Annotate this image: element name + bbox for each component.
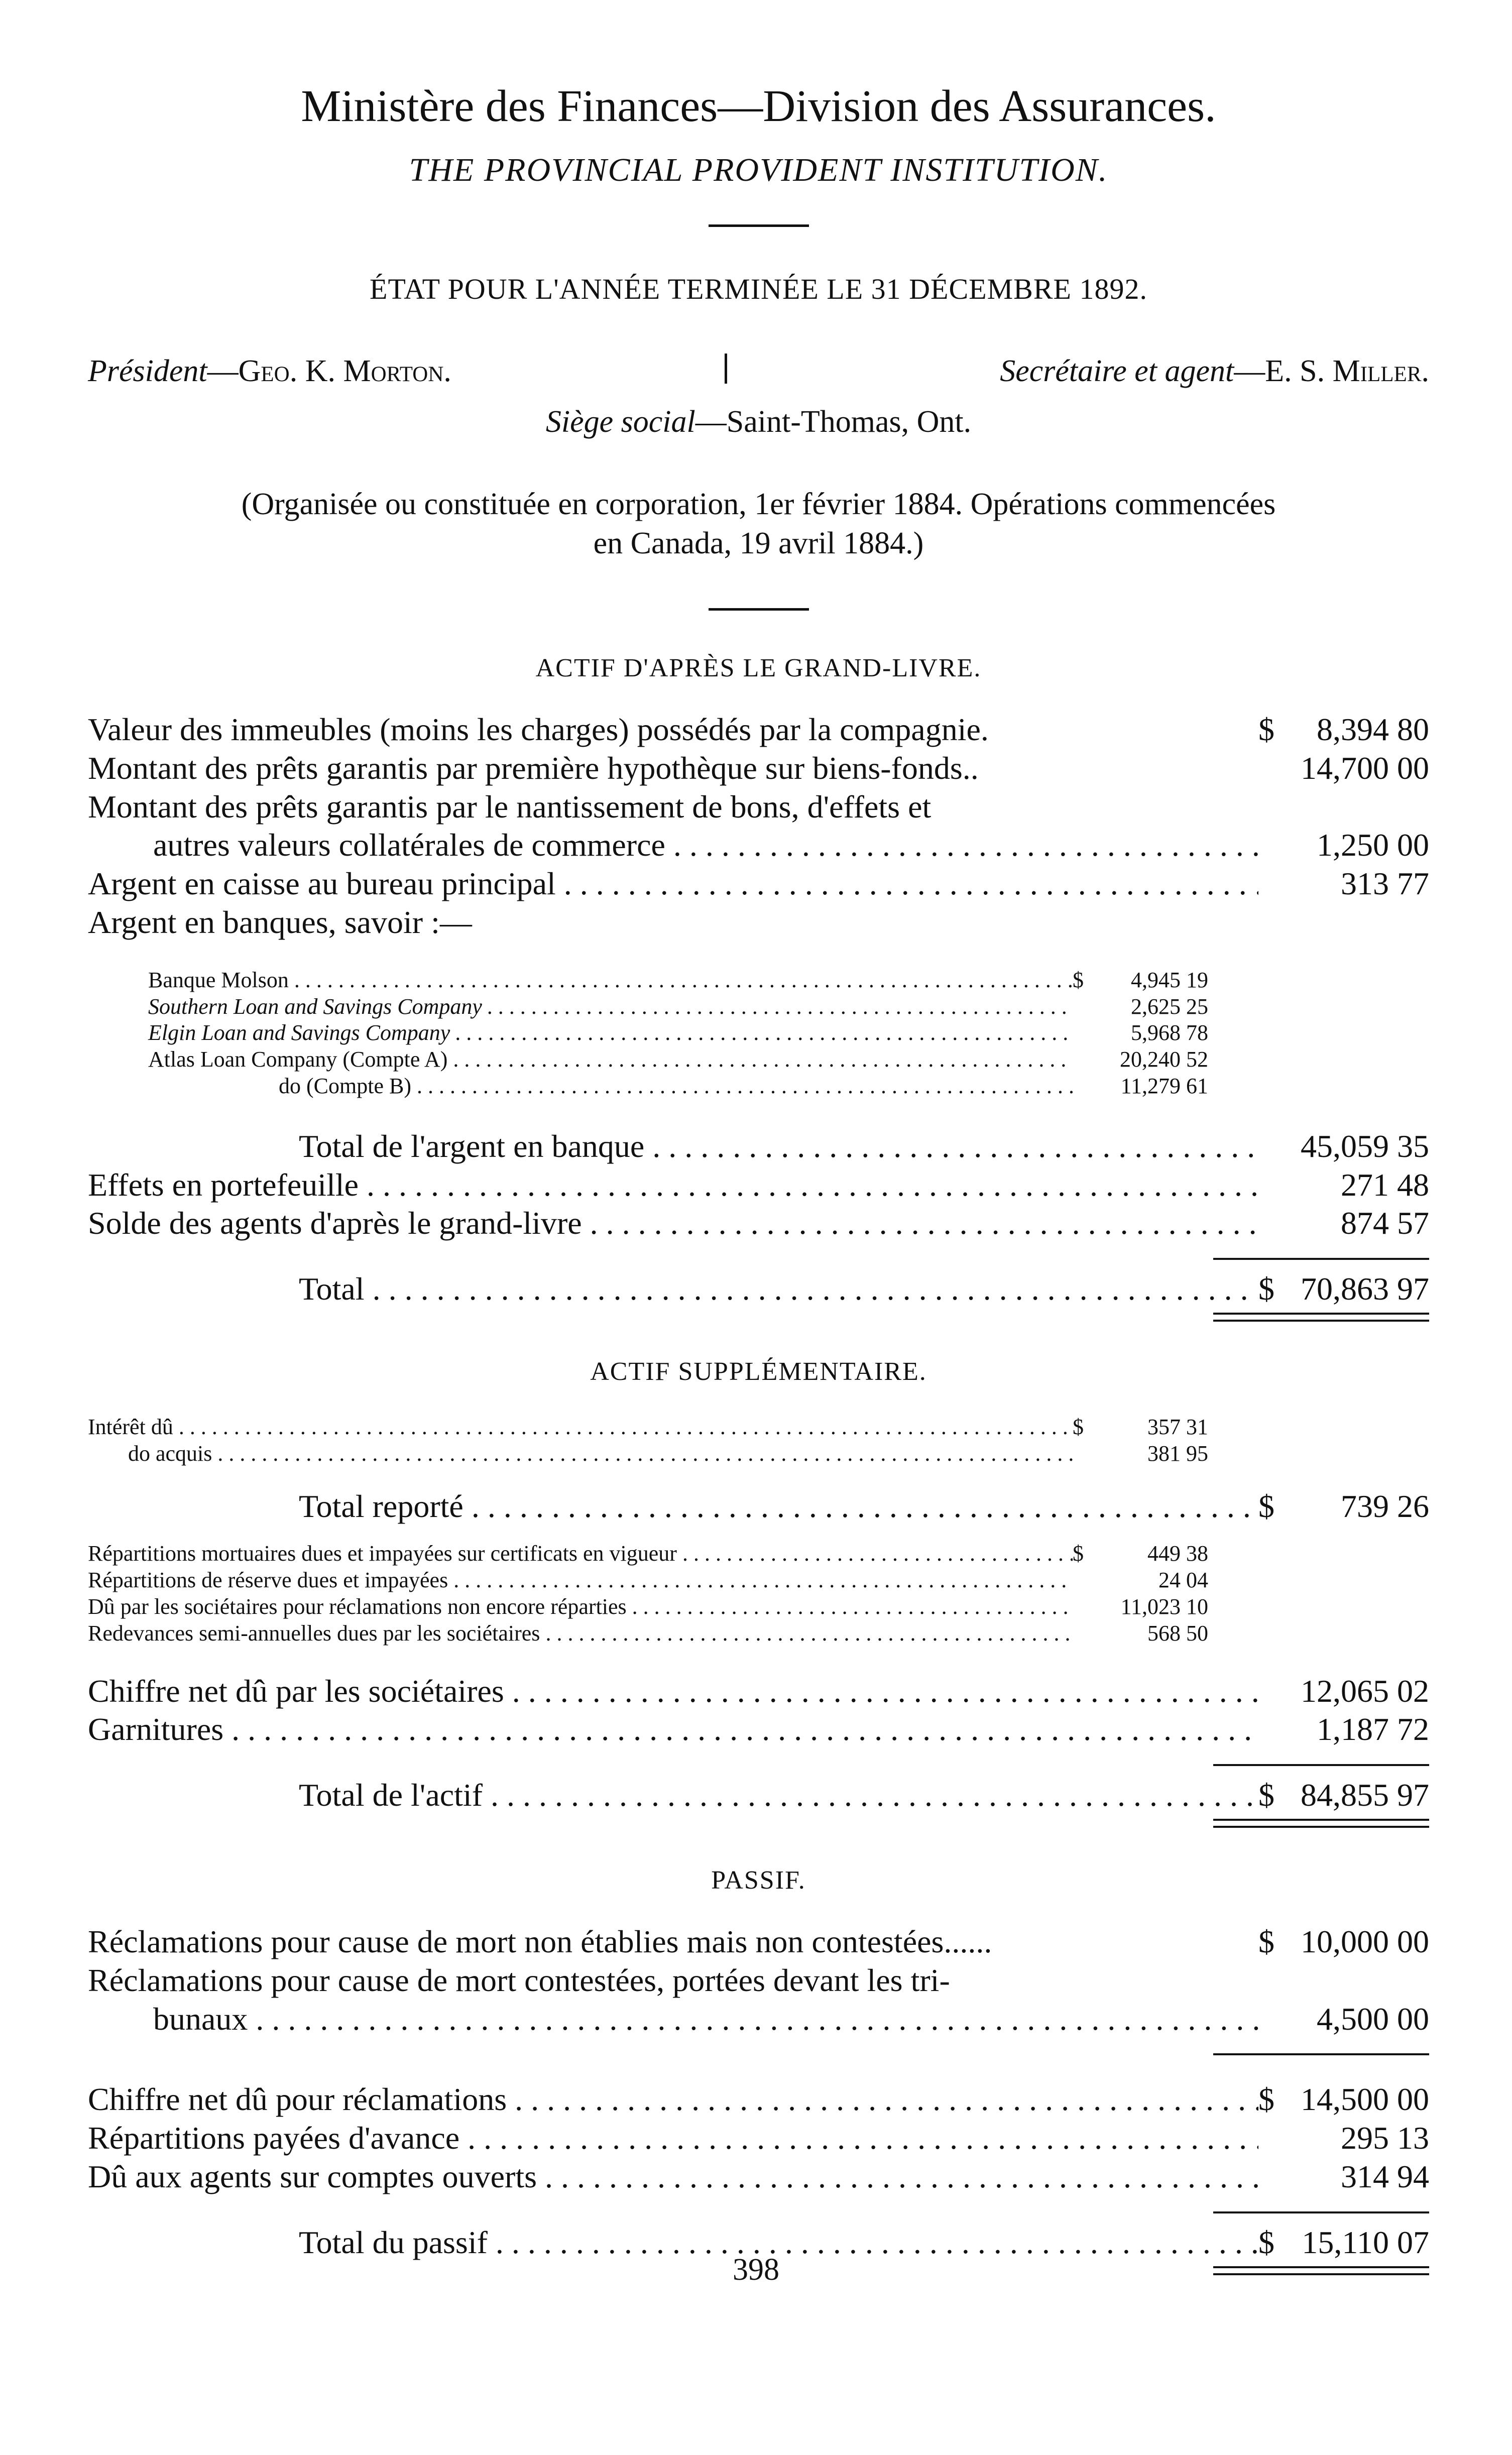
row-amount: 739 26 xyxy=(1341,1488,1429,1524)
supplementaire-totals xyxy=(88,1672,1429,1828)
secretary xyxy=(1000,354,1429,389)
row-label: bunaux . . . xyxy=(88,2000,1258,2039)
row-label: Chiffre net dû pour réclamations . . . xyxy=(88,2080,1258,2119)
actif-block xyxy=(88,711,1429,1322)
row-amount: 14,500 00 xyxy=(1301,2081,1429,2118)
head-office-label: Siège social xyxy=(545,405,695,439)
ledger-row xyxy=(88,2158,1429,2196)
dues-row xyxy=(88,1541,1429,1567)
ledger-row xyxy=(88,1923,1429,1961)
organisation-line-2: en Canada, 19 avril 1884.) xyxy=(593,526,924,560)
row-amount: 14,700 00 xyxy=(1301,750,1429,786)
bank-row xyxy=(88,1073,1429,1100)
ledger-row xyxy=(88,1166,1429,1205)
bank-name: Banque Molson . . . xyxy=(88,967,1073,994)
bank-row xyxy=(88,967,1429,994)
row-label: Solde des agents d'après le grand-livre . . . xyxy=(88,1204,1258,1243)
organisation-line-1: (Organisée ou constituée en corporation, 1er février 1884. Opérations commencées xyxy=(241,487,1276,521)
row-label: Dû aux agents sur comptes ouverts . . . xyxy=(88,2158,1258,2196)
dues-row xyxy=(88,1594,1429,1620)
dues-list xyxy=(88,1541,1429,1647)
passif-block xyxy=(88,1923,1429,2275)
row-label: Réclamations pour cause de mort non établies mais non contestées...... xyxy=(88,1923,992,1959)
interest-row xyxy=(88,1441,1429,1467)
bank-amount: 20,240 52 xyxy=(1120,1047,1208,1072)
bank-amount: 2,625 25 xyxy=(1131,994,1208,1019)
row-amount: 45,059 35 xyxy=(1301,1128,1429,1164)
row-label: Valeur des immeubles (moins les charges) possédés par la compagnie. xyxy=(88,712,989,747)
bank-amount: 4,945 19 xyxy=(1131,967,1208,992)
section-heading-actif: ACTIF D'APRÈS LE GRAND-LIVRE. xyxy=(535,654,982,682)
bank-amount: 5,968 78 xyxy=(1131,1020,1208,1045)
sum-rule xyxy=(88,1258,1429,1260)
head-office-value: —Saint-Thomas, Ont. xyxy=(695,405,972,439)
row-label: Dû par les sociétaires pour réclamations non encore réparties . . . xyxy=(88,1594,1073,1620)
double-rule xyxy=(1213,1819,1429,1828)
row-label: Argent en banques, savoir :— xyxy=(88,904,472,940)
bank-list xyxy=(88,967,1429,1100)
row-label: Total reporté . . . xyxy=(88,1487,1258,1526)
ledger-row xyxy=(88,2119,1429,2158)
ledger-row xyxy=(88,749,1429,788)
section-heading-supplementaire: ACTIF SUPPLÉMENTAIRE. xyxy=(590,1357,927,1386)
bank-row xyxy=(88,1046,1429,1073)
bank-name: do (Compte B) . . . xyxy=(88,1073,1073,1100)
actif-totals xyxy=(88,1127,1429,1322)
dues-row xyxy=(88,1620,1429,1647)
row-label: Total de l'actif . . . xyxy=(88,1776,1258,1815)
row-amount: 70,863 97 xyxy=(1301,1271,1429,1307)
bank-name: Southern Loan and Savings Company . . . xyxy=(88,994,1073,1020)
dollar-sign: $ xyxy=(1258,2081,1274,2118)
row-amount: 568 50 xyxy=(1147,1620,1208,1646)
row-label: Garnitures . . . xyxy=(88,1710,1258,1749)
row-label: Répartitions payées d'avance . . . xyxy=(88,2119,1258,2158)
section-heading-passif: PASSIF. xyxy=(711,1865,806,1895)
row-amount: 271 48 xyxy=(1341,1166,1429,1203)
dollar-sign: $ xyxy=(1258,712,1274,747)
total-row xyxy=(88,1270,1429,1309)
row-label: Chiffre net dû par les sociétaires . . . xyxy=(88,1672,1258,1711)
row-amount: 449 38 xyxy=(1147,1541,1208,1566)
dues-row xyxy=(88,1567,1429,1594)
sum-rule xyxy=(88,2211,1429,2213)
supplementaire-block xyxy=(88,1414,1429,1828)
dollar-sign: $ xyxy=(1258,1271,1274,1307)
row-label: autres valeurs collatérales de commerce . . . xyxy=(88,826,1258,865)
row-amount: 84,855 97 xyxy=(1301,1777,1429,1813)
ledger-row-wrapped xyxy=(88,1961,1429,2000)
row-amount: 1,187 72 xyxy=(1317,1711,1429,1747)
dollar-sign: $ xyxy=(1073,1414,1084,1439)
dollar-sign: $ xyxy=(1258,1923,1274,1959)
bank-row xyxy=(88,1020,1429,1046)
total-row xyxy=(88,1776,1429,1815)
row-amount: 24 04 xyxy=(1158,1568,1208,1593)
row-amount: 313 77 xyxy=(1341,866,1429,902)
ledger-row xyxy=(88,2000,1429,2039)
row-amount: 10,000 00 xyxy=(1301,1923,1429,1959)
ledger-row xyxy=(88,826,1429,865)
ledger-row xyxy=(88,1127,1429,1166)
total-row xyxy=(88,1487,1429,1526)
president-label: Président xyxy=(88,354,207,388)
bank-name: Atlas Loan Company (Compte A) . . . xyxy=(88,1046,1073,1073)
dollar-sign: $ xyxy=(1258,1777,1274,1813)
ledger-row xyxy=(88,711,1429,749)
dollar-sign: $ xyxy=(1073,1541,1084,1566)
ledger-row xyxy=(88,1710,1429,1749)
row-label: Total du passif . . . xyxy=(88,2224,1258,2262)
interest-row xyxy=(88,1414,1429,1441)
row-amount: 4,500 00 xyxy=(1317,2001,1429,2037)
sum-rule xyxy=(88,1764,1429,1766)
divider xyxy=(709,224,809,227)
row-label-line-1: Montant des prêts garantis par le nantissement de bons, d'effets et xyxy=(88,788,932,825)
row-amount: 357 31 xyxy=(1147,1414,1208,1439)
ledger-row-wrapped xyxy=(88,788,1429,827)
president-name: —Geo. K. Morton. xyxy=(207,354,451,388)
dollar-sign: $ xyxy=(1258,2224,1274,2260)
double-rule xyxy=(1213,1313,1429,1322)
ledger-row xyxy=(88,865,1429,903)
bank-amount: 11,279 61 xyxy=(1120,1073,1208,1098)
dollar-sign: $ xyxy=(1258,1488,1274,1524)
row-amount: 874 57 xyxy=(1341,1205,1429,1241)
separator-bar xyxy=(725,354,727,384)
bank-row xyxy=(88,994,1429,1020)
row-label: Argent en caisse au bureau principal . . . xyxy=(88,865,1258,903)
row-amount: 11,023 10 xyxy=(1120,1594,1208,1619)
secretary-name: —E. S. Miller. xyxy=(1234,354,1429,388)
statement-heading: ÉTAT POUR L'ANNÉE TERMINÉE LE 31 DÉCEMBRE 1892. xyxy=(370,273,1147,305)
secretary-label: Secrétaire et agent xyxy=(1000,354,1234,388)
ledger-row xyxy=(88,2080,1429,2119)
organisation-note xyxy=(88,485,1429,563)
ledger-row xyxy=(88,1204,1429,1243)
president xyxy=(88,354,451,389)
row-label: Effets en portefeuille . . . xyxy=(88,1166,1258,1205)
row-amount: 8,394 80 xyxy=(1317,712,1429,747)
sum-rule xyxy=(88,2053,1429,2055)
row-amount: 295 13 xyxy=(1341,2120,1429,2156)
ledger-row xyxy=(88,1672,1429,1711)
row-amount: 1,250 00 xyxy=(1317,827,1429,863)
ledger-row xyxy=(88,903,1429,942)
page-title: Ministère des Finances—Division des Assurances. xyxy=(301,81,1216,131)
row-label: Répartitions de réserve dues et impayées . . . xyxy=(88,1567,1073,1594)
page-number: 398 xyxy=(733,2253,779,2287)
company-name: THE PROVINCIAL PROVIDENT INSTITUTION. xyxy=(409,152,1108,188)
officers-line xyxy=(88,354,1429,389)
row-amount: 12,065 02 xyxy=(1301,1673,1429,1709)
row-label: Répartitions mortuaires dues et impayées sur certificats en vigueur . . . xyxy=(88,1541,1073,1567)
bank-name: Elgin Loan and Savings Company . . . xyxy=(88,1020,1073,1046)
row-label: do acquis . . . xyxy=(88,1441,1073,1467)
dollar-sign: $ xyxy=(1073,967,1084,992)
row-label: Total . . . xyxy=(88,1270,1258,1309)
row-label-line-1: Réclamations pour cause de mort contestées, portées devant les tri- xyxy=(88,1962,950,1998)
head-office xyxy=(88,404,1429,440)
row-label: Montant des prêts garantis par première hypothèque sur biens-fonds.. xyxy=(88,750,979,786)
row-label: Total de l'argent en banque . . . xyxy=(88,1127,1258,1166)
row-amount: 381 95 xyxy=(1147,1441,1208,1466)
row-amount: 15,110 07 xyxy=(1302,2224,1429,2260)
row-label: Redevances semi-annuelles dues par les sociétaires . . . xyxy=(88,1620,1073,1647)
row-amount: 314 94 xyxy=(1341,2158,1429,2194)
row-label: Intérêt dû . . . xyxy=(88,1414,1073,1441)
divider xyxy=(709,608,809,611)
